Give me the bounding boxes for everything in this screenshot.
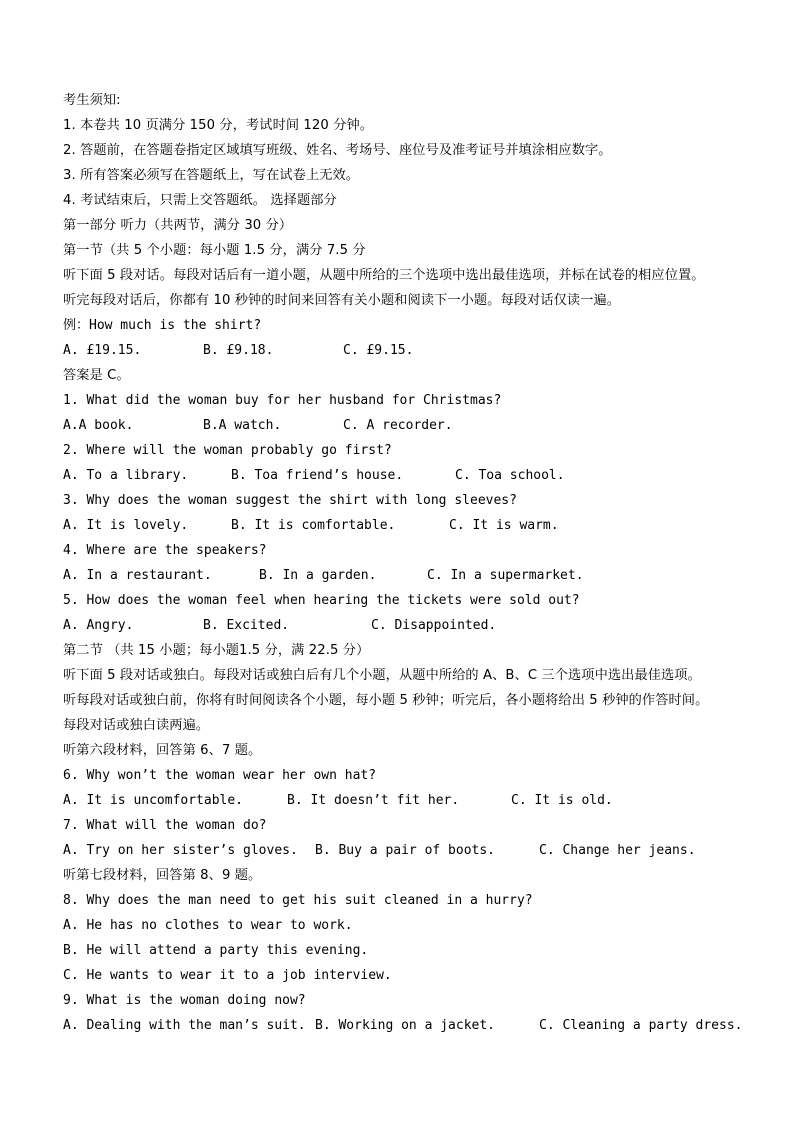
section2-instruction: 听每段对话或独白前，你将有时间阅读各个小题，每小题 5 秒钟；听完后，各小题将给出 5 秒钟的作答时间。 xyxy=(63,693,709,708)
question-3-options xyxy=(63,513,763,538)
option-b: B. Toa friend’s house. xyxy=(231,468,404,483)
option-c: C. Disappointed. xyxy=(371,618,497,633)
question-9-options xyxy=(63,1013,763,1038)
example-answer: 答案是 C。 xyxy=(63,368,130,383)
section1-title: 第一节（共 5 个小题：每小题 1.5 分，满分 7.5 分 xyxy=(63,243,366,258)
question-1-options xyxy=(63,413,763,438)
option-a: A. It is uncomfortable. xyxy=(63,793,244,808)
section2-title: 第二节 （共 15 小题；每小题1.5 分，满 22.5 分） xyxy=(63,643,370,658)
option-c: C. Cleaning a party dress. xyxy=(539,1018,743,1033)
notice-title: 考生须知: xyxy=(63,93,121,108)
notice-item: 4. 考试结束后，只需上交答题纸。 选择题部分 xyxy=(63,193,337,208)
question-2: 2. Where will the woman probably go first? xyxy=(63,443,392,458)
section2-instruction: 听下面 5 段对话或独白。每段对话或独白后有几个小题，从题中所给的 A、B、C 三个选项中选出最佳选项。 xyxy=(63,668,701,683)
question-5-options xyxy=(63,613,763,638)
option-c: C. He wants to wear it to a job interview. xyxy=(63,968,392,983)
option-a: A. In a restaurant. xyxy=(63,568,212,583)
option-a: A. Angry. xyxy=(63,618,134,633)
option-b: B.A watch. xyxy=(203,418,282,433)
option-b: B. £9.18. xyxy=(203,343,274,358)
option-a: A. He has no clothes to wear to work. xyxy=(63,918,353,933)
question-9: 9. What is the woman doing now? xyxy=(63,993,306,1008)
option-a: A. To a library. xyxy=(63,468,189,483)
option-c: C. Change her jeans. xyxy=(539,843,696,858)
example-question: 例：How much is the shirt? xyxy=(63,318,262,333)
option-a: A. It is lovely. xyxy=(63,518,189,533)
option-a: A.A book. xyxy=(63,418,134,433)
section1-instruction: 听完每段对话后，你都有 10 秒钟的时间来回答有关小题和阅读下一小题。每段对话仅读一遍。 xyxy=(63,293,621,308)
option-b: B. It is comfortable. xyxy=(231,518,396,533)
option-b: B. In a garden. xyxy=(259,568,377,583)
option-a: A. Try on her sister’s gloves. xyxy=(63,843,298,858)
option-a: A. Dealing with the man’s suit. xyxy=(63,1018,306,1033)
option-c: C. £9.15. xyxy=(343,343,414,358)
question-6-options xyxy=(63,788,763,813)
section2-instruction: 每段对话或独白读两遍。 xyxy=(63,718,210,733)
notice-item: 3. 所有答案必须写在答题纸上，写在试卷上无效。 xyxy=(63,168,360,183)
question-5: 5. How does the woman feel when hearing the tickets were sold out? xyxy=(63,593,580,608)
notice-item: 1. 本卷共 10 页满分 150 分，考试时间 120 分钟。 xyxy=(63,118,374,133)
option-b: B. He will attend a party this evening. xyxy=(63,943,369,958)
option-b: B. Buy a pair of boots. xyxy=(315,843,496,858)
option-b: B. Working on a jacket. xyxy=(315,1018,496,1033)
question-2-options xyxy=(63,463,763,488)
option-c: C. It is warm. xyxy=(449,518,559,533)
option-b: B. Excited. xyxy=(203,618,290,633)
question-8: 8. Why does the man need to get his suit cleaned in a hurry? xyxy=(63,893,533,908)
option-c: C. Toa school. xyxy=(455,468,565,483)
question-1: 1. What did the woman buy for her husband for Christmas? xyxy=(63,393,502,408)
option-c: C. A recorder. xyxy=(343,418,453,433)
question-6: 6. Why won’t the woman wear her own hat? xyxy=(63,768,377,783)
option-a: A. £19.15. xyxy=(63,343,142,358)
question-4-options xyxy=(63,563,763,588)
option-c: C. It is old. xyxy=(511,793,613,808)
question-7: 7. What will the woman do? xyxy=(63,818,267,833)
question-3: 3. Why does the woman suggest the shirt with long sleeves? xyxy=(63,493,517,508)
section1-instruction: 听下面 5 段对话。每段对话后有一道小题，从题中所给的三个选项中选出最佳选项，并标在试卷的相应位置。 xyxy=(63,268,705,283)
example-options xyxy=(63,338,763,363)
group6-title: 听第六段材料，回答第 6、7 题。 xyxy=(63,743,262,758)
group7-title: 听第七段材料，回答第 8、9 题。 xyxy=(63,868,262,883)
option-b: B. It doesn’t fit her. xyxy=(287,793,460,808)
part1-title: 第一部分 听力（共两节，满分 30 分） xyxy=(63,218,293,233)
exam-page xyxy=(63,88,763,1038)
notice-item: 2. 答题前，在答题卷指定区域填写班级、姓名、考场号、座位号及准考证号并填涂相应数字。 xyxy=(63,143,612,158)
question-4: 4. Where are the speakers? xyxy=(63,543,267,558)
option-c: C. In a supermarket. xyxy=(427,568,584,583)
question-7-options xyxy=(63,838,763,863)
